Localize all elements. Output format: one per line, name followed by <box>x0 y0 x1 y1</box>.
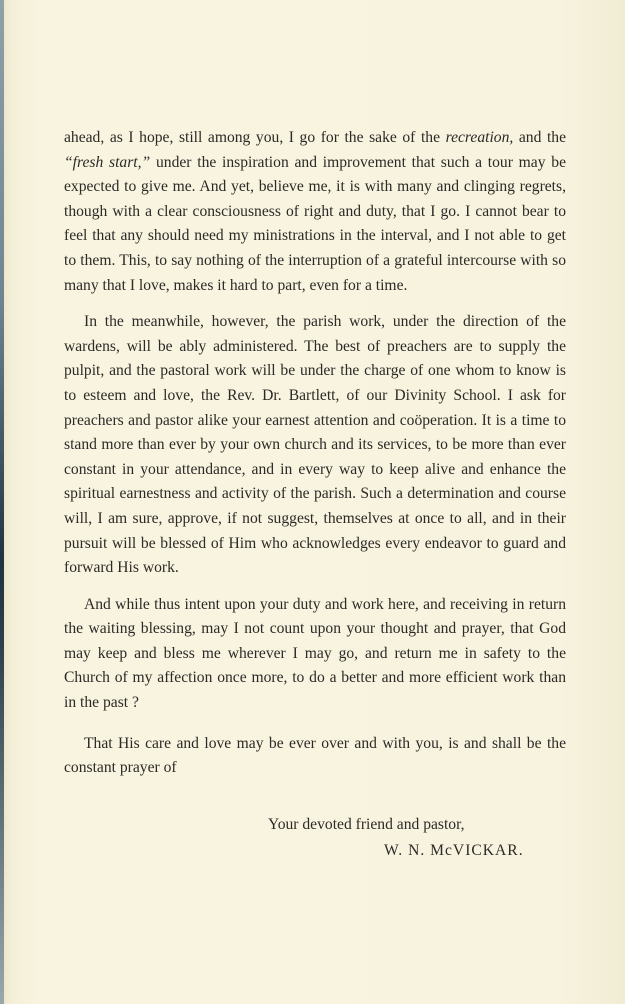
letter-body <box>64 126 566 781</box>
paragraph-3: And while thus intent upon your duty and work here, and receiving in return the waiting blessing, may I not count upon your thought and prayer, that God may keep and bless me wherever I may go, and return me in safety to the Church of my affection once more, to do a better and more efficient work than in the past ? <box>64 595 566 712</box>
letter-signature: W. N. McVICKAR. <box>384 842 524 859</box>
fresh-start-emphasis: “fresh start,” <box>64 153 151 171</box>
paragraph-2: In the meanwhile, however, the parish work, under the direction of the wardens, will be ably administered. The best of preachers are to supply the pulpit, and the pastoral work will be under the charge of one whom to know is to esteem and love, the Rev. Dr. Bartlett, of our Divinity School. I ask for preachers and pastor alike your earnest attention and coöperation. It is a time to stand more than ever by your own church and its services, to be more than ever constant in your attendance, and in every way to keep alive and enhance the spiritual earnestness and activity of the parish. Such a determination and course will, I am sure, approve, if not suggest, themselves at once to all, and in their pursuit will be blessed of Him who acknowledges every endeavor to guard and forward His work. <box>64 313 566 577</box>
paragraph-4: That His care and love may be ever over and with you, is and shall be the constant prayer of <box>64 734 566 777</box>
paragraph-1-part-b: and the <box>513 129 566 146</box>
recreation-emphasis: recreation, <box>445 129 514 146</box>
paragraph-1-part-c: under the inspiration and improvement that such a tour may be expected to give me. And yet, believe me, it is with many and clinging regrets, though with a clear consciousness of right and duty, that I go. I cannot bear to feel that any should need my ministrations in the interval, and I not able to get to them. This, to say nothing of the interruption of a grateful intercourse with so many that I love, makes it hard to part, even for a time. <box>64 153 567 294</box>
letter-closing: Your devoted friend and pastor, <box>268 816 465 833</box>
page-binding-edge <box>0 0 4 1004</box>
paragraph-1 <box>64 126 566 298</box>
paragraph-1-part-a: ahead, as I hope, still among you, I go for the sake of the <box>64 129 446 146</box>
